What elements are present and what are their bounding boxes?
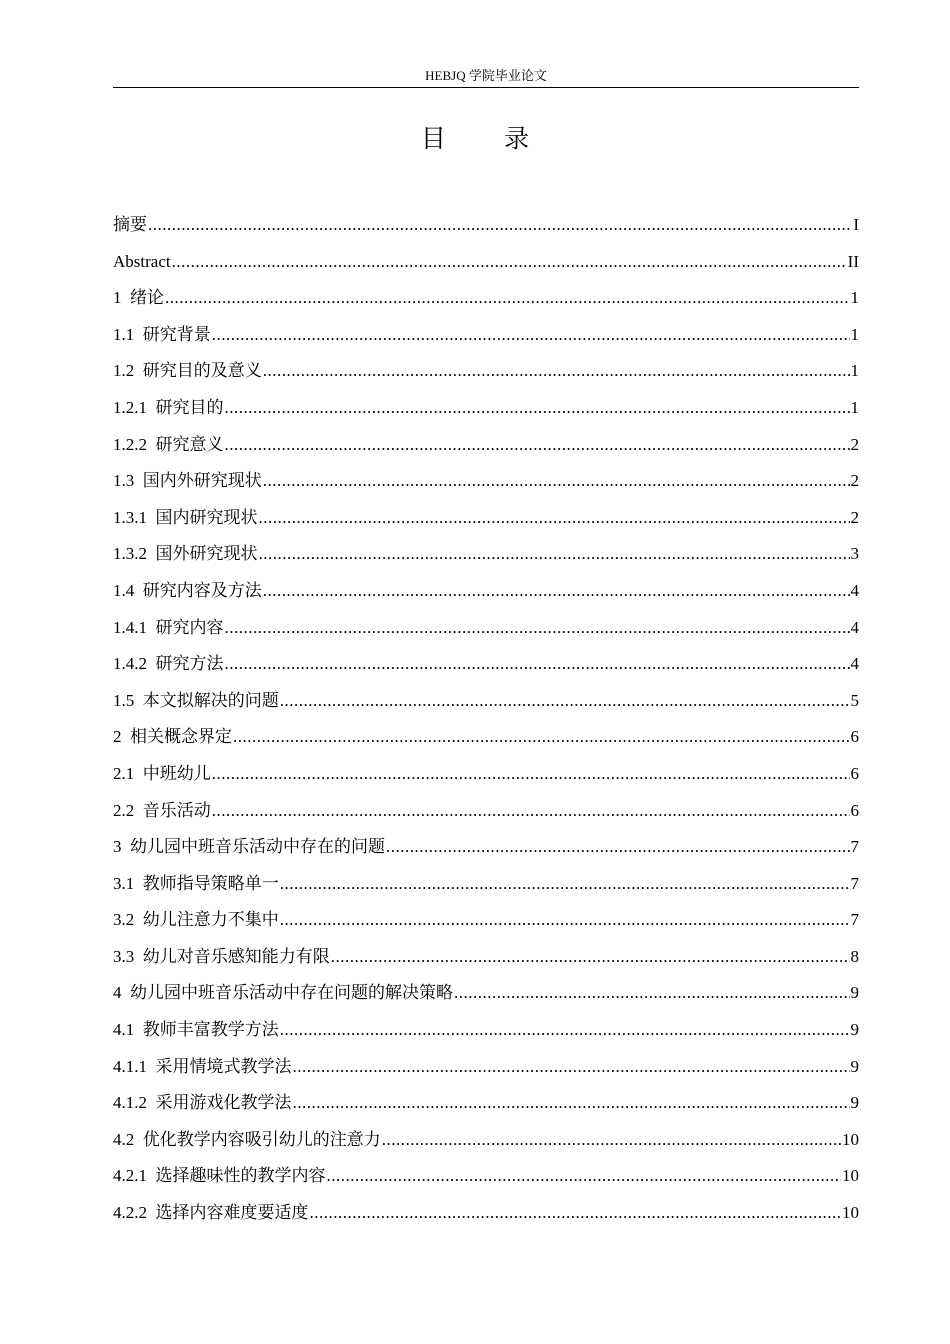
toc-entry[interactable] <box>113 756 859 793</box>
toc-entry-label: 3.3 幼儿对音乐感知能力有限 <box>113 946 330 966</box>
toc-page-number: 6 <box>850 727 859 747</box>
toc-page-number: 7 <box>850 873 859 893</box>
toc-dot-leader <box>259 536 850 572</box>
toc-page-number: 7 <box>850 910 859 930</box>
toc-entry-label: 4.1.1 采用情境式教学法 <box>113 1056 292 1076</box>
toc-dot-leader <box>263 463 850 499</box>
toc-dot-leader <box>280 866 850 902</box>
toc-entry-label: 4.1.2 采用游戏化教学法 <box>113 1093 292 1113</box>
toc-entry[interactable] <box>113 719 859 756</box>
toc-dot-leader <box>310 1195 842 1231</box>
toc-entry-label: 1.5 本文拟解决的问题 <box>113 690 279 710</box>
toc-entry[interactable] <box>113 1085 859 1122</box>
toc-page-number: 1 <box>850 397 859 417</box>
toc-entry-label: Abstract <box>113 251 171 271</box>
toc-entry-label: 4.2.1 选择趣味性的教学内容 <box>113 1166 326 1186</box>
toc-entry[interactable] <box>113 280 859 317</box>
toc-entry-label: 3 幼儿园中班音乐活动中存在的问题 <box>113 837 385 857</box>
toc-entry-label: 1.2 研究目的及意义 <box>113 361 262 381</box>
toc-page-number: 9 <box>850 983 859 1003</box>
toc-dot-leader <box>280 683 850 719</box>
toc-dot-leader <box>225 390 850 426</box>
toc-dot-leader <box>386 829 850 865</box>
toc-page-number: 1 <box>850 361 859 381</box>
toc-page-number: II <box>847 251 859 271</box>
toc-entry[interactable] <box>113 463 859 500</box>
toc-page-number: 7 <box>850 837 859 857</box>
header-text: HEBJQ 学院毕业论文 <box>425 68 547 83</box>
toc-page-number: 10 <box>842 1166 859 1186</box>
toc-entry-label: 1.3.1 国内研究现状 <box>113 507 258 527</box>
toc-page-number: 10 <box>842 1203 859 1223</box>
toc-entry-label: 1.2.1 研究目的 <box>113 397 224 417</box>
toc-entry-label: 1.4.1 研究内容 <box>113 617 224 637</box>
toc-entry[interactable] <box>113 1158 859 1195</box>
toc-entry[interactable] <box>113 793 859 830</box>
toc-entry[interactable] <box>113 500 859 537</box>
table-of-contents <box>113 207 859 1232</box>
toc-dot-leader <box>331 939 850 975</box>
toc-dot-leader <box>225 610 850 646</box>
toc-entry-label: 摘要 <box>113 215 147 234</box>
toc-entry[interactable] <box>113 866 859 903</box>
toc-dot-leader <box>233 719 850 755</box>
toc-dot-leader <box>172 244 847 280</box>
toc-page-number: 9 <box>850 1093 859 1113</box>
toc-entry-label: 3.1 教师指导策略单一 <box>113 873 279 893</box>
toc-entry-label: 1.1 研究背景 <box>113 324 211 344</box>
toc-dot-leader <box>454 975 850 1011</box>
toc-entry[interactable] <box>113 829 859 866</box>
toc-entry-label: 1.4 研究内容及方法 <box>113 580 262 600</box>
toc-dot-leader <box>259 500 850 536</box>
toc-entry[interactable] <box>113 427 859 464</box>
toc-dot-leader <box>263 573 850 609</box>
toc-entry[interactable] <box>113 1049 859 1086</box>
toc-page-number: 4 <box>850 580 859 600</box>
toc-page-number: 9 <box>850 1056 859 1076</box>
toc-dot-leader <box>382 1122 841 1158</box>
toc-entry-label: 1.3.2 国外研究现状 <box>113 544 258 564</box>
toc-entry-label: 4 幼儿园中班音乐活动中存在问题的解决策略 <box>113 983 453 1003</box>
toc-entry[interactable] <box>113 1195 859 1232</box>
toc-entry-label: 2.1 中班幼儿 <box>113 763 211 783</box>
toc-entry[interactable] <box>113 317 859 354</box>
toc-entry-label: 2 相关概念界定 <box>113 727 232 747</box>
toc-entry-label: 4.2.2 选择内容难度要适度 <box>113 1203 309 1223</box>
toc-page-number: 2 <box>850 507 859 527</box>
toc-page-number: 8 <box>850 946 859 966</box>
toc-dot-leader <box>280 902 850 938</box>
toc-dot-leader <box>212 793 850 829</box>
page-header <box>113 66 859 88</box>
toc-entry-label: 4.2 优化教学内容吸引幼儿的注意力 <box>113 1129 381 1149</box>
toc-dot-leader <box>280 1012 850 1048</box>
toc-page-number: 2 <box>850 434 859 454</box>
toc-entry[interactable] <box>113 683 859 720</box>
toc-entry[interactable] <box>113 244 859 281</box>
toc-dot-leader <box>165 280 850 316</box>
page-title: 目 录 <box>420 126 556 153</box>
toc-page-number: 4 <box>850 617 859 637</box>
toc-page-number: 5 <box>850 690 859 710</box>
toc-entry[interactable] <box>113 536 859 573</box>
toc-entry[interactable] <box>113 939 859 976</box>
toc-page-number: 6 <box>850 800 859 820</box>
toc-entry-label: 2.2 音乐活动 <box>113 800 211 820</box>
toc-entry-label: 4.1 教师丰富教学方法 <box>113 1020 279 1040</box>
toc-dot-leader <box>212 756 850 792</box>
toc-entry[interactable] <box>113 390 859 427</box>
toc-entry-label: 3.2 幼儿注意力不集中 <box>113 910 279 930</box>
toc-entry[interactable] <box>113 1012 859 1049</box>
toc-entry[interactable] <box>113 902 859 939</box>
toc-dot-leader <box>225 427 850 463</box>
toc-entry-label: 1.4.2 研究方法 <box>113 654 224 674</box>
toc-page-number: 6 <box>850 763 859 783</box>
toc-entry[interactable] <box>113 573 859 610</box>
toc-page-number: 2 <box>850 471 859 491</box>
toc-dot-leader <box>263 353 850 389</box>
toc-page-number: I <box>853 215 859 234</box>
toc-entry[interactable] <box>113 975 859 1012</box>
toc-page-number: 3 <box>850 544 859 564</box>
toc-dot-leader <box>212 317 850 353</box>
toc-entry[interactable] <box>113 207 859 244</box>
toc-dot-leader <box>293 1085 850 1121</box>
toc-dot-leader <box>148 207 852 243</box>
toc-dot-leader <box>293 1049 850 1085</box>
toc-entry[interactable] <box>113 1122 859 1159</box>
toc-page-number: 1 <box>850 288 859 308</box>
toc-page-number: 10 <box>842 1129 859 1149</box>
toc-dot-leader <box>327 1158 842 1194</box>
toc-entry[interactable] <box>113 610 859 647</box>
toc-entry-label: 1.3 国内外研究现状 <box>113 471 262 491</box>
toc-entry[interactable] <box>113 353 859 390</box>
toc-page-number: 1 <box>850 324 859 344</box>
toc-entry-label: 1 绪论 <box>113 288 164 308</box>
toc-page-number: 9 <box>850 1020 859 1040</box>
toc-entry[interactable] <box>113 646 859 683</box>
toc-page-number: 4 <box>850 654 859 674</box>
toc-entry-label: 1.2.2 研究意义 <box>113 434 224 454</box>
toc-dot-leader <box>225 646 850 682</box>
